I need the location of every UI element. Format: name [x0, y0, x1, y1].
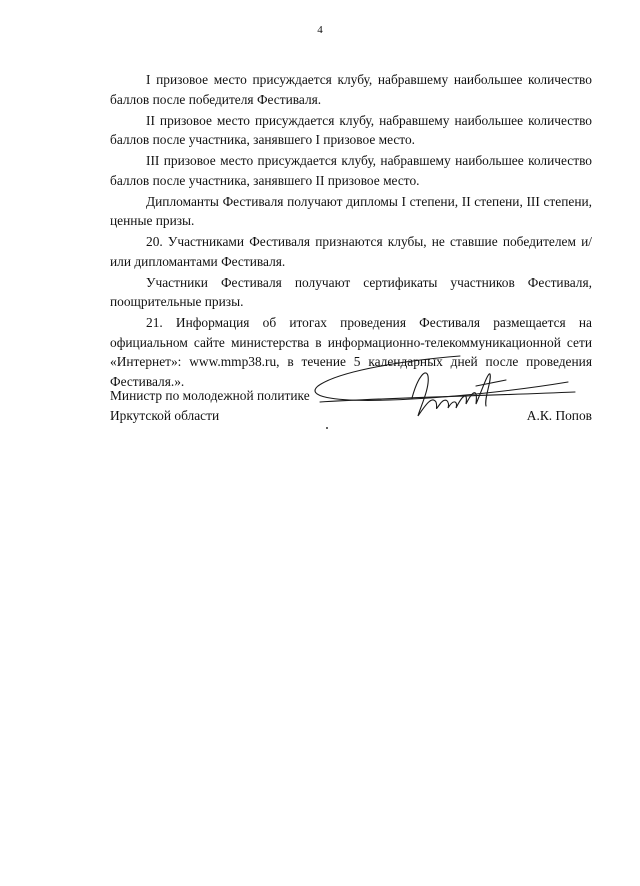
paragraph-prize-2: II призовое место присуждается клубу, набравшему наибольшее количество баллов после участника, занявшего I призовое место.	[110, 112, 592, 147]
ink-dot	[326, 427, 328, 429]
paragraph-20-participants: 20. Участниками Фестиваля признаются клубы, не ставшие победителем и/или дипломантами Фестиваля.	[110, 234, 592, 269]
signatory-position-line2: Иркутской области	[110, 407, 220, 423]
document-body	[110, 70, 592, 393]
paragraph-prize-3: III призовое место присуждается клубу, набравшему наибольшее количество баллов после участника, занявшего II призовое место.	[110, 153, 592, 188]
paragraph-prize-1: I призовое место присуждается клубу, набравшему наибольшее количество баллов после победителя Фестиваля.	[110, 72, 592, 107]
paragraph-certificates: Участники Фестиваля получают сертификаты участников Фестиваля, поощрительные призы.	[110, 274, 592, 309]
page-number: 4	[317, 24, 323, 36]
paragraph-diplomas: Дипломанты Фестиваля получают дипломы I степени, II степени, III степени, ценные призы.	[110, 193, 592, 228]
signature-block	[110, 386, 592, 425]
signatory-position-line1: Министр по молодежной политике	[110, 388, 310, 403]
signatory-name: А.К. Попов	[526, 407, 592, 423]
paragraph-21-results: 21. Информация об итогах проведения Фестиваля размещается на официальном сайте министерства в информационно-телекоммуникационной сети «Интернет»: www.mmp38.ru, в течение 5 календарных дней после проведения Фестиваля.».	[110, 315, 592, 389]
